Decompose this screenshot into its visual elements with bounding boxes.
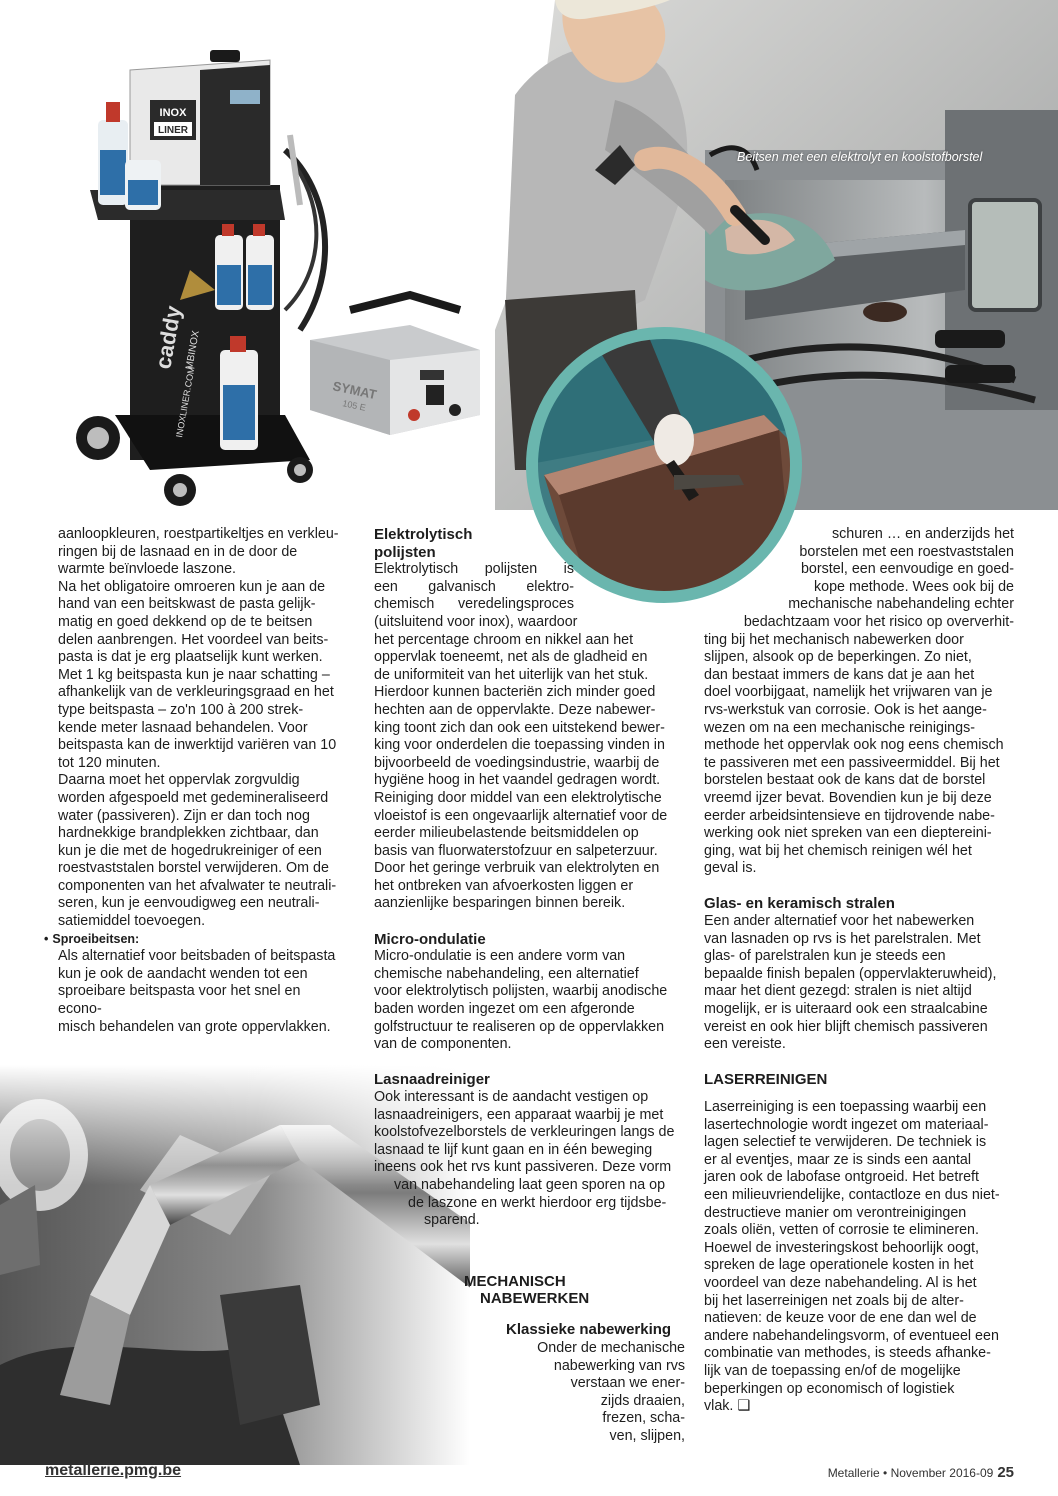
col3-paragraph-1b: ting bij het mechanisch nabewerken door slijpen, alsook op de beperkingen. Zo niet, dan bestaat immers de kans dat je aan het doel voorbijgaat, namelijk het vrijwaren van je rvs-werkstuk van corrosie. Ook is het aange- wezen om na een mechanische reinigings- methode het oppervlak ook nog eens chemisch te passiveren met een passiveermiddel. Bij het borstelen bestaat ook de kans dat de borstel vreemd ijzer bevat. Bovendien kun je bij deze eerder arbeidsintensieve en tijdrovende nabe- werking ook niet spreken van een dieptereini- ging, wat bij het chemisch reinigen wél het geval is. <box>704 631 1004 877</box>
cart-side-b: MBINOX <box>184 329 202 371</box>
cart-brand-b: LINER <box>158 125 188 136</box>
col3-paragraph-2: Een ander alternatief voor het nabewerken van lasnaden op rvs is het parelstralen. Met glas- of parelstralen kun je steeds een bepaalde finish bepalen (oppervlakteruwheid), maar het dient gezegd: stralen is niet altijd mogelijk, er is uiteraard ook een straalcabine vereist en ook hier blijft chemisch passiveren een vereiste. <box>704 913 997 1053</box>
col2-paragraph-1: Elektrolytisch polijsten is een galvanisch elektro- chemisch veredelingsproces <box>374 561 574 613</box>
heading-elektrolytisch: Elektrolytisch polijsten <box>374 526 473 561</box>
heading-glas-stralen: Glas- en keramisch stralen <box>704 895 895 913</box>
col2-paragraph-1-last: (uitsluitend voor inox), waardoor <box>374 613 578 630</box>
heading-micro-ondulatie: Micro-ondulatie <box>374 930 486 948</box>
product-cart-image <box>70 40 490 515</box>
col3-paragraph-1: schuren … en anderzijds het borstelen met een roestvaststalen borstel, een eenvoudige en goed- kope methode. Wees ook bij de mechanische nabehandeling echter bedachtzaam voor het risico op oververhit- <box>743 526 1014 630</box>
col2-paragraph-2: het percentage chroom en nikkel aan het oppervlak toeneemt, net als de gladheid en de uniformiteit van het uiterlijk van het stuk. Hierdoor kunnen bacteriën zich minder goed hechten aan de oppervlakte. Deze nabewer- king toont zich dan ook een uitstekend bewer- king voor onderdelen die toepassing vinden in bijvoorbeeld de voedingsindustrie, waarbij de hygiëne hoog in het vaandel gedragen wordt. Reiniging door middel van een elektrolytische vloeistof is een ongevaarlijk alternatief voor de eerder milieubelastende beitsmiddelen op basis van fluorwaterstofzuur en salpeterzuur. Door het geringe verbruik van elektrolyten en het ontbreken van afvoerkosten liggen er aanzienlijke besparingen binnen bereik. <box>374 631 668 912</box>
col1-paragraph-3: Daarna moet het oppervlak zorgvuldig worden afgespoeld met gedemineraliseerd water (passiveren). Zijn er dan toch nog hardnekkige brandplekken zichtbaar, dan kun je die met de hogedrukreiniger of een roestvaststalen borstel verwijderen. Om de componenten van het afvalwater te neutrali- seren, kun je eenvoudigweg een neutrali- satiemiddel toevoegen. <box>58 772 337 930</box>
device-model: 105 E <box>341 398 367 413</box>
bullet-icon: • <box>44 931 49 946</box>
column-3 <box>704 526 1014 1416</box>
end-mark-icon: ❑ <box>737 1398 751 1415</box>
photo-caption: Beitsen met een elektrolyt en koolstofborstel <box>737 150 983 164</box>
col1-paragraph-2: Na het obligatoire omroeren kun je aan de hand van een beitskwast de pasta gelijk- matig en goed dekkend op de te beitsen delen aanbrengen. Het voordeel van beits- pasta is dat je erg plaatselijk kunt werken. Met 1 kg beitspasta kun je naar schatting – afhankelijk van de verkleuringsgraad en het type beitspasta – zo'n 100 à 200 strek- kende meter lasnaad behandelen. Voor beitspasta kan de inwerktijd variëren van 10 tot 120 minuten. <box>58 578 337 771</box>
heading-mechanisch: MECHANISCH NABEWERKEN <box>464 1273 590 1307</box>
col2-paragraph-3: Micro-ondulatie is een andere vorm van chemische nabehandeling, een alternatief voor elektrolytisch polijsten, waarbij anodische baden worden ingezet om een afgeronde golfstructuur te realiseren op de oppervlakken van de componenten. <box>374 948 668 1053</box>
col1-paragraph-1: aanloopkleuren, roestpartikeltjes en verkleu- ringen bij de lasnaad en in de door de warmte beïnvloede laszone. <box>58 526 339 578</box>
bullet-heading: • Sproeibeitsen: <box>44 931 140 946</box>
footer-magazine: Metallerie • November 2016-09 25 <box>827 1464 1014 1481</box>
cart-brand-a: INOX <box>159 107 187 119</box>
cart-url: INOXLINER.COM <box>174 365 197 439</box>
heading-laserreinigen: LASERREINIGEN <box>704 1071 828 1089</box>
column-2 <box>374 526 686 1230</box>
website-link[interactable]: metallerie.pmg.be <box>45 1462 182 1479</box>
heading-lasnaadreiniger: Lasnaadreiniger <box>374 1071 490 1089</box>
column-1 <box>44 526 346 1036</box>
col2-paragraph-5: Onder de mechanische nabewerking van rvs verstaan we ener- zijds draaien, frezen, scha- ven, slijpen, <box>537 1340 685 1444</box>
col2-paragraph-4: Ook interessant is de aandacht vestigen op lasnaadreinigers, een apparaat waarbij je met koolstofvezelborstels de verkleuringen langs de lasnaad te lijf kunt gaan en in één beweging ineens ook het rvs kunt passiveren. Deze vorm van nabehandeling laat geen sporen na op de laszone en werkt hierdoor erg tijdsbe- sparend. <box>374 1089 675 1229</box>
page-number: 25 <box>997 1464 1014 1481</box>
cart-side-a: caddy <box>150 303 186 371</box>
col3-paragraph-3: Laserreiniging is een toepassing waarbij een lasertechnologie wordt ingezet om materiaal- lagen selectief te verwijderen. De techniek is er al eventjes, maar ze is sinds een aantal jaren ook de labofase ontgroeid. Het betreft een milieuvriendelijke, contactloze en dus niet- destructieve manier om verontreinigingen zoals oliën, vetten of corrosie te elimineren. Hoewel de investeringskost behoorlijk oogt, spreken de lage operationele kosten in het voordeel van deze nabehandeling. Al is het bij het laserreinigen net zoals bij de alter- natieven: de keuze voor de ene dan wel de andere nabehandelingsvorm, of eventueel een combinatie van methodes, is steeds afhanke- lijk van de toepassing en/of de mogelijke beperkingen op economisch of logistiek vlak. ❑ <box>704 1099 1000 1415</box>
col1-paragraph-4: Als alternatief voor beitsbaden of beitspasta kun je ook de aandacht wenden tot een sproeibare beitspasta voor het snel en econo- misch behandelen van grote oppervlakken. <box>58 948 336 1035</box>
device-brand: SYMAT <box>331 378 379 403</box>
heading-klassieke-nabewerking: Klassieke nabewerking <box>506 1321 672 1338</box>
